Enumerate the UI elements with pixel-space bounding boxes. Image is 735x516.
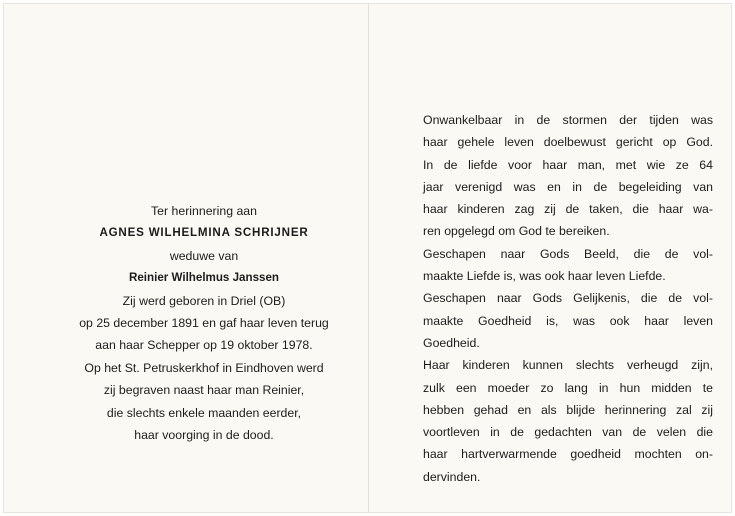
paragraph-goodness — [423, 287, 713, 354]
text-line: Goedheid. — [423, 335, 480, 350]
bio-line: Zij werd geboren in Driel (OB) — [122, 293, 286, 308]
bio-line: die slechts enkele maanden eerder, — [106, 405, 302, 420]
text-line: Geschapen naar Gods Beeld, die de vol- — [423, 246, 713, 261]
text-line: hebben gehad en als blijde herinnering zal zij — [423, 402, 713, 417]
text-line: haar hartverwarmende goedheid mochten on- — [423, 447, 713, 462]
bio-line: Op het St. Petruskerkhof in Eindhoven werd — [84, 360, 324, 375]
text-line: Geschapen naar Gods Gelijkenis, die de vol- — [423, 291, 713, 306]
text-line: In de liefde voor haar man, met wie ze 64 — [423, 157, 713, 172]
text-line: Haar kinderen kunnen slechts verheugd zijn, — [423, 358, 713, 373]
left-page — [44, 200, 364, 446]
text-line: jaar verenigd was en in de begeleiding van — [423, 179, 713, 194]
bio-line: haar voorging in de dood. — [134, 428, 274, 443]
text-line: voortleven in de gedachten van de velen die — [423, 425, 713, 440]
text-line: maakte Goedheid is, was ook haar leven — [423, 313, 713, 328]
widow-of-text: weduwe van — [169, 248, 239, 263]
memorial-card — [3, 3, 732, 513]
bio-line: aan haar Schepper op 19 oktober 1978. — [95, 338, 313, 353]
text-line: haar gehele leven doelbewust gericht op God. — [423, 135, 713, 150]
intro-text: Ter herinnering aan — [151, 204, 257, 218]
text-line: Onwankelbaar in de stormen der tijden was — [423, 113, 713, 127]
card-fold-line — [368, 4, 369, 512]
husband-name: Reinier Wilhelmus Janssen — [128, 271, 280, 285]
text-line: maakte Liefde is, was ook haar leven Liefde. — [423, 269, 666, 284]
right-page — [423, 109, 713, 488]
text-line: dervinden. — [423, 469, 481, 484]
bio-line: op 25 december 1891 en gaf haar leven terug — [79, 316, 329, 331]
paragraph-children — [423, 354, 713, 488]
text-line: zulk een moeder zo lang in hun midden te — [423, 380, 713, 395]
bio-line: zij begraven naast haar man Reinier, — [103, 383, 305, 398]
paragraph-love — [423, 243, 713, 288]
deceased-name: AGNES WILHELMINA SCHRIJNER — [99, 226, 309, 240]
paragraph-faith — [423, 109, 713, 243]
text-line: haar kinderen zag zij de taken, die haar wa- — [423, 202, 713, 217]
text-line: ren opgelegd om God te bereiken. — [423, 224, 610, 239]
